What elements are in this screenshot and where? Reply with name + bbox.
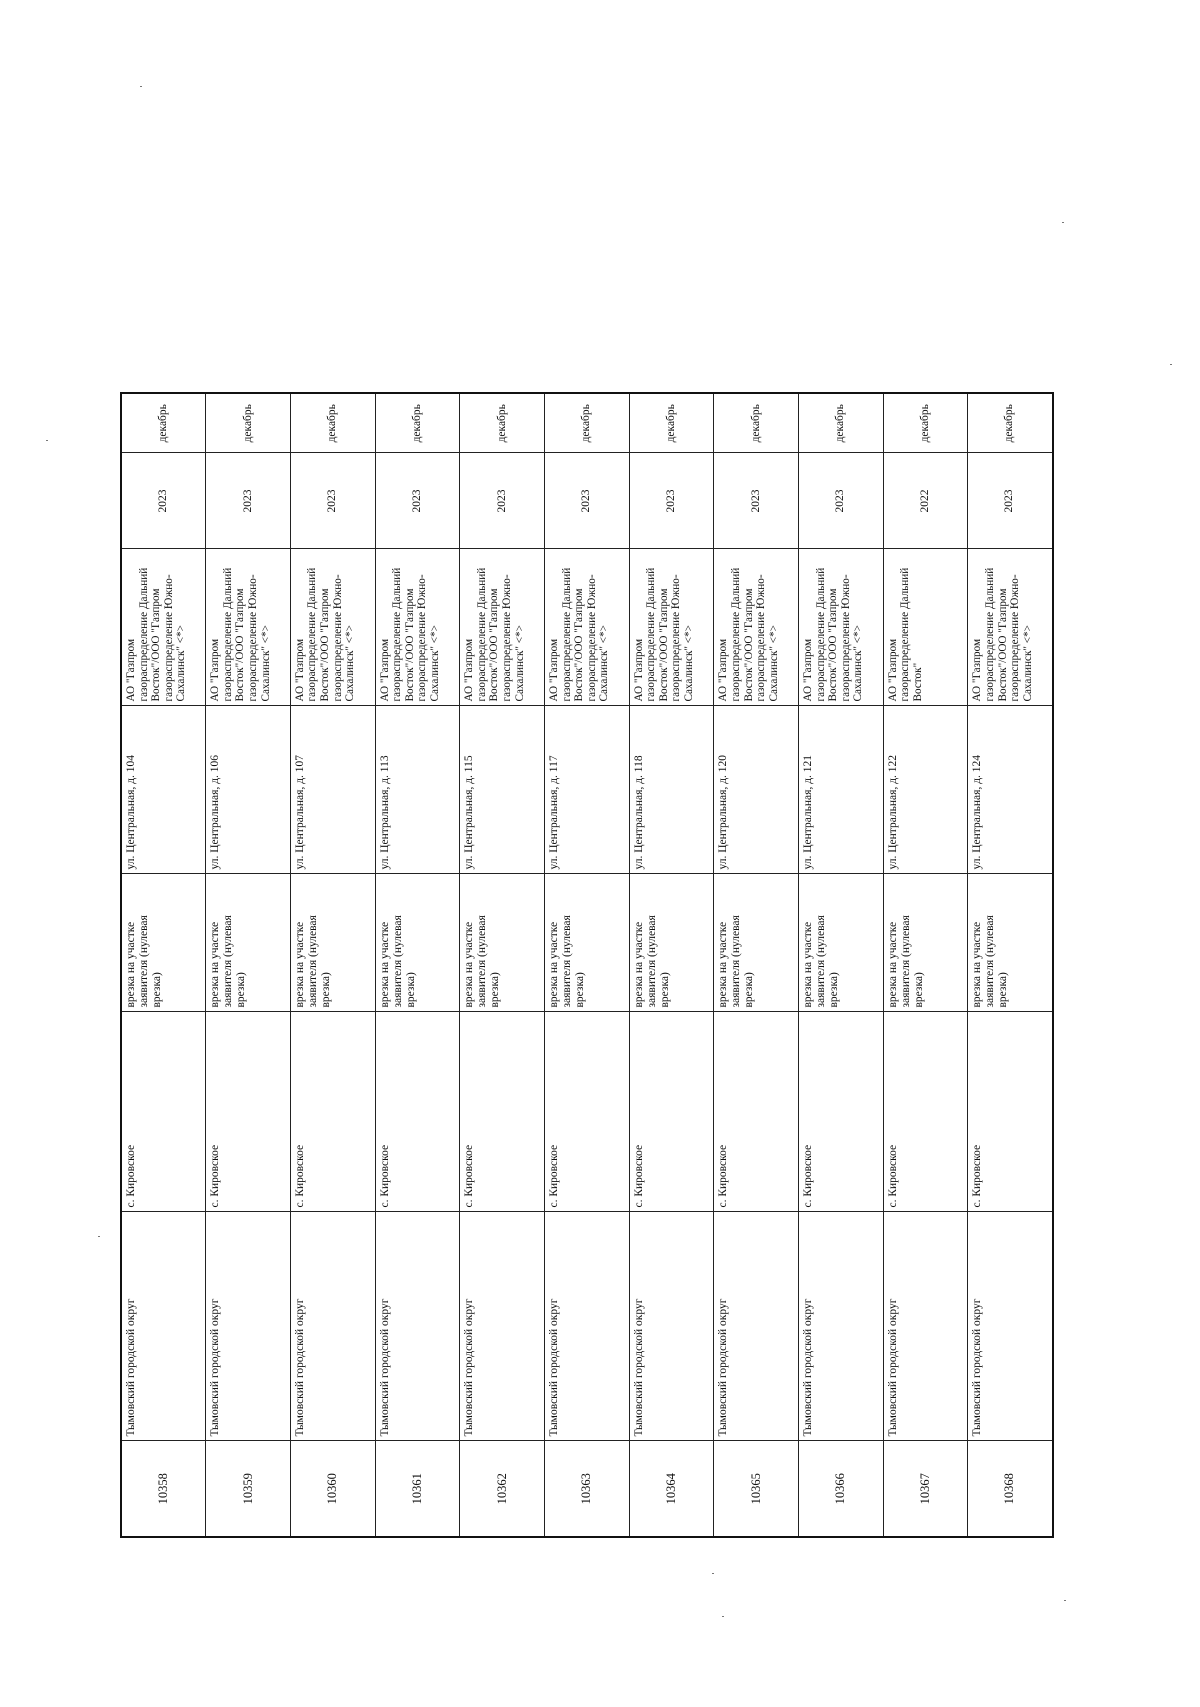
- table-row: [206, 393, 291, 1537]
- month-cell: декабрь: [375, 393, 460, 453]
- row-number: 10366: [799, 1441, 884, 1537]
- year-cell: 2023: [799, 453, 884, 549]
- settlement-cell: с. Кировское: [968, 1012, 1053, 1212]
- month-cell: декабрь: [968, 393, 1053, 453]
- scan-speck: [722, 1616, 724, 1617]
- month-cell: декабрь: [121, 393, 206, 453]
- organization-cell: АО "Газпром газораспределение Дальний Восток"/ООО "Газпром газораспределение Южно-Сахалинск" <*>: [714, 549, 799, 706]
- table-row: [968, 393, 1053, 1537]
- table-row: [714, 393, 799, 1537]
- row-number: 10359: [206, 1441, 291, 1537]
- district-cell: Тымовский городской округ: [714, 1212, 799, 1441]
- scan-speck: [712, 1573, 714, 1574]
- district-cell: Тымовский городской округ: [290, 1212, 375, 1441]
- scan-speck: [1062, 222, 1064, 223]
- organization-cell: АО "Газпром газораспределение Дальний Восток": [883, 549, 968, 706]
- year-cell: 2023: [544, 453, 629, 549]
- registry-table: [120, 392, 1054, 1538]
- settlement-cell: с. Кировское: [883, 1012, 968, 1212]
- month-cell: декабрь: [629, 393, 714, 453]
- district-cell: Тымовский городской округ: [206, 1212, 291, 1441]
- year-cell: 2023: [968, 453, 1053, 549]
- connection-type-cell: врезка на участке заявителя (нулевая врезка): [375, 874, 460, 1012]
- address-cell: ул. Центральная, д. 122: [883, 706, 968, 874]
- row-number: 10367: [883, 1441, 968, 1537]
- month-cell: декабрь: [206, 393, 291, 453]
- table-row: [883, 393, 968, 1537]
- table-row: [460, 393, 545, 1537]
- connection-type-cell: врезка на участке заявителя (нулевая врезка): [714, 874, 799, 1012]
- settlement-cell: с. Кировское: [799, 1012, 884, 1212]
- district-cell: Тымовский городской округ: [629, 1212, 714, 1441]
- scan-speck: [140, 86, 142, 87]
- address-cell: ул. Центральная, д. 117: [544, 706, 629, 874]
- month-cell: декабрь: [714, 393, 799, 453]
- connection-type-cell: врезка на участке заявителя (нулевая врезка): [968, 874, 1053, 1012]
- year-cell: 2023: [206, 453, 291, 549]
- year-cell: 2023: [375, 453, 460, 549]
- year-cell: 2023: [629, 453, 714, 549]
- month-cell: декабрь: [290, 393, 375, 453]
- row-number: 10368: [968, 1441, 1053, 1537]
- address-cell: ул. Центральная, д. 104: [121, 706, 206, 874]
- organization-cell: АО "Газпром газораспределение Дальний Восток"/ООО "Газпром газораспределение Южно-Сахалинск" <*>: [629, 549, 714, 706]
- table-row: [544, 393, 629, 1537]
- connection-type-cell: врезка на участке заявителя (нулевая врезка): [799, 874, 884, 1012]
- address-cell: ул. Центральная, д. 118: [629, 706, 714, 874]
- address-cell: ул. Центральная, д. 121: [799, 706, 884, 874]
- row-number: 10363: [544, 1441, 629, 1537]
- district-cell: Тымовский городской округ: [121, 1212, 206, 1441]
- year-cell: 2023: [714, 453, 799, 549]
- settlement-cell: с. Кировское: [375, 1012, 460, 1212]
- table-row: [121, 393, 206, 1537]
- district-cell: Тымовский городской округ: [544, 1212, 629, 1441]
- table-row: [799, 393, 884, 1537]
- scan-speck: [1064, 1600, 1066, 1601]
- settlement-cell: с. Кировское: [544, 1012, 629, 1212]
- row-number: 10362: [460, 1441, 545, 1537]
- connection-type-cell: врезка на участке заявителя (нулевая врезка): [206, 874, 291, 1012]
- connection-type-cell: врезка на участке заявителя (нулевая врезка): [290, 874, 375, 1012]
- year-cell: 2023: [290, 453, 375, 549]
- table-row: [375, 393, 460, 1537]
- connection-type-cell: врезка на участке заявителя (нулевая врезка): [121, 874, 206, 1012]
- organization-cell: АО "Газпром газораспределение Дальний Восток"/ООО "Газпром газораспределение Южно-Сахалинск" <*>: [544, 549, 629, 706]
- settlement-cell: с. Кировское: [460, 1012, 545, 1212]
- district-cell: Тымовский городской округ: [968, 1212, 1053, 1441]
- district-cell: Тымовский городской округ: [375, 1212, 460, 1441]
- row-number: 10361: [375, 1441, 460, 1537]
- address-cell: ул. Центральная, д. 107: [290, 706, 375, 874]
- row-number: 10365: [714, 1441, 799, 1537]
- settlement-cell: с. Кировское: [629, 1012, 714, 1212]
- settlement-cell: с. Кировское: [714, 1012, 799, 1212]
- settlement-cell: с. Кировское: [290, 1012, 375, 1212]
- district-cell: Тымовский городской округ: [799, 1212, 884, 1441]
- organization-cell: АО "Газпром газораспределение Дальний Восток"/ООО "Газпром газораспределение Южно-Сахалинск" <*>: [290, 549, 375, 706]
- organization-cell: АО "Газпром газораспределение Дальний Восток"/ООО "Газпром газораспределение Южно-Сахалинск" <*>: [206, 549, 291, 706]
- organization-cell: АО "Газпром газораспределение Дальний Восток"/ООО "Газпром газораспределение Южно-Сахалинск" <*>: [460, 549, 545, 706]
- settlement-cell: с. Кировское: [121, 1012, 206, 1212]
- organization-cell: АО "Газпром газораспределение Дальний Восток"/ООО "Газпром газораспределение Южно-Сахалинск" <*>: [121, 549, 206, 706]
- address-cell: ул. Центральная, д. 106: [206, 706, 291, 874]
- scan-speck: [98, 1236, 100, 1237]
- month-cell: декабрь: [799, 393, 884, 453]
- month-cell: декабрь: [544, 393, 629, 453]
- connection-type-cell: врезка на участке заявителя (нулевая врезка): [629, 874, 714, 1012]
- district-cell: Тымовский городской округ: [883, 1212, 968, 1441]
- scan-speck: [1170, 364, 1172, 365]
- year-cell: 2023: [121, 453, 206, 549]
- organization-cell: АО "Газпром газораспределение Дальний Восток"/ООО "Газпром газораспределение Южно-Сахалинск" <*>: [799, 549, 884, 706]
- address-cell: ул. Центральная, д. 113: [375, 706, 460, 874]
- organization-cell: АО "Газпром газораспределение Дальний Восток"/ООО "Газпром газораспределение Южно-Сахалинск" <*>: [968, 549, 1053, 706]
- organization-cell: АО "Газпром газораспределение Дальний Восток"/ООО "Газпром газораспределение Южно-Сахалинск" <*>: [375, 549, 460, 706]
- connection-type-cell: врезка на участке заявителя (нулевая врезка): [460, 874, 545, 1012]
- address-cell: ул. Центральная, д. 124: [968, 706, 1053, 874]
- table-row: [629, 393, 714, 1537]
- row-number: 10360: [290, 1441, 375, 1537]
- settlement-cell: с. Кировское: [206, 1012, 291, 1212]
- scan-speck: [46, 440, 48, 441]
- month-cell: декабрь: [883, 393, 968, 453]
- address-cell: ул. Центральная, д. 115: [460, 706, 545, 874]
- registry-table-rotated: [120, 394, 1052, 1538]
- address-cell: ул. Центральная, д. 120: [714, 706, 799, 874]
- connection-type-cell: врезка на участке заявителя (нулевая врезка): [883, 874, 968, 1012]
- connection-type-cell: врезка на участке заявителя (нулевая врезка): [544, 874, 629, 1012]
- year-cell: 2022: [883, 453, 968, 549]
- table-row: [290, 393, 375, 1537]
- row-number: 10358: [121, 1441, 206, 1537]
- year-cell: 2023: [460, 453, 545, 549]
- district-cell: Тымовский городской округ: [460, 1212, 545, 1441]
- row-number: 10364: [629, 1441, 714, 1537]
- month-cell: декабрь: [460, 393, 545, 453]
